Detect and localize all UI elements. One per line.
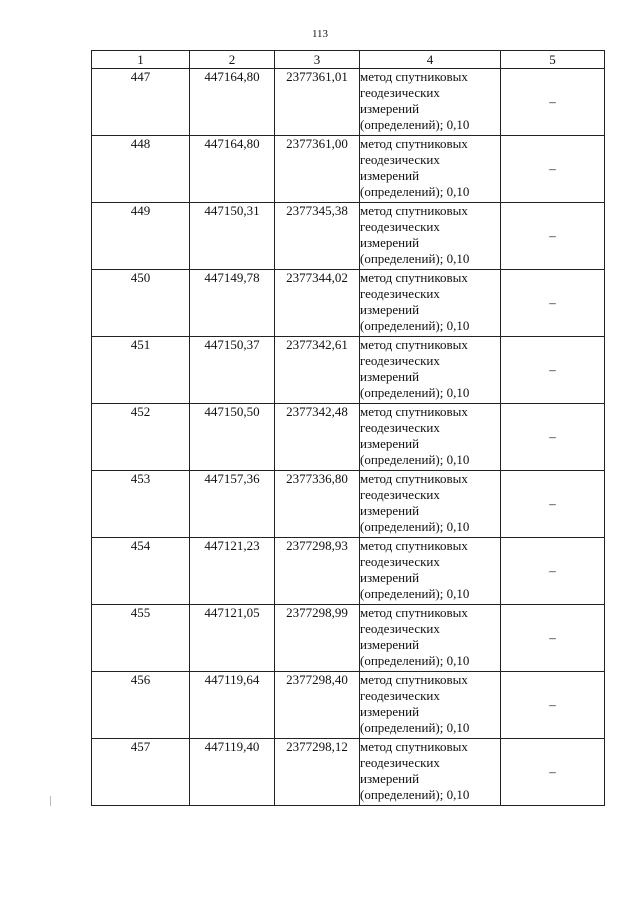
method-line: геодезических [360,487,440,502]
coordinate-y: 2377298,40 [275,672,360,739]
coordinate-x: 447149,78 [190,270,275,337]
method-line: метод спутниковых [360,471,468,486]
coordinate-x: 447150,31 [190,203,275,270]
method-line: (определений); 0,10 [360,251,470,266]
method-line: измерений [360,637,420,652]
method-line: измерений [360,704,420,719]
method-line: (определений); 0,10 [360,787,470,802]
coordinate-x: 447150,37 [190,337,275,404]
point-number: 452 [92,404,190,471]
method-line: геодезических [360,688,440,703]
method-line: измерений [360,771,420,786]
coordinates-table [91,50,605,806]
method-line: измерений [360,101,420,116]
coordinate-x: 447157,36 [190,471,275,538]
method-line: геодезических [360,353,440,368]
point-number: 453 [92,471,190,538]
method-description [360,739,501,806]
point-number: 449 [92,203,190,270]
coordinate-y: 2377298,99 [275,605,360,672]
empty-value-dash: – [501,136,605,203]
method-line: геодезических [360,755,440,770]
method-line: (определений); 0,10 [360,184,470,199]
method-description [360,672,501,739]
method-line: метод спутниковых [360,69,468,84]
empty-value-dash: – [501,672,605,739]
coordinate-y: 2377298,12 [275,739,360,806]
method-description [360,270,501,337]
method-line: геодезических [360,219,440,234]
method-line: (определений); 0,10 [360,586,470,601]
method-line: геодезических [360,621,440,636]
method-description [360,605,501,672]
header-col-4: 4 [360,51,501,69]
method-line: (определений); 0,10 [360,653,470,668]
empty-value-dash: – [501,337,605,404]
point-number: 456 [92,672,190,739]
method-line: метод спутниковых [360,404,468,419]
method-line: (определений); 0,10 [360,519,470,534]
method-line: геодезических [360,85,440,100]
method-line: (определений); 0,10 [360,318,470,333]
table-body [92,69,605,806]
point-number: 455 [92,605,190,672]
header-col-1: 1 [92,51,190,69]
point-number: 448 [92,136,190,203]
table-row [92,270,605,337]
table-row [92,203,605,270]
method-description [360,538,501,605]
method-line: метод спутниковых [360,136,468,151]
table-row [92,605,605,672]
coordinate-x: 447164,80 [190,69,275,136]
table-row [92,471,605,538]
table-row [92,538,605,605]
method-line: измерений [360,436,420,451]
coordinate-x: 447121,23 [190,538,275,605]
empty-value-dash: – [501,69,605,136]
method-line: метод спутниковых [360,605,468,620]
empty-value-dash: – [501,605,605,672]
method-description [360,203,501,270]
coordinate-y: 2377344,02 [275,270,360,337]
empty-value-dash: – [501,538,605,605]
table-header [92,51,605,69]
method-line: геодезических [360,554,440,569]
table-row [92,69,605,136]
header-col-2: 2 [190,51,275,69]
empty-value-dash: – [501,404,605,471]
method-description [360,471,501,538]
method-description [360,69,501,136]
header-row [92,51,605,69]
coordinate-y: 2377298,93 [275,538,360,605]
margin-mark [50,796,51,806]
coordinate-y: 2377361,00 [275,136,360,203]
table-row [92,739,605,806]
coordinate-y: 2377342,61 [275,337,360,404]
method-line: измерений [360,369,420,384]
table-row [92,672,605,739]
point-number: 447 [92,69,190,136]
table-row [92,404,605,471]
method-line: геодезических [360,286,440,301]
table-row [92,136,605,203]
method-line: измерений [360,168,420,183]
method-line: геодезических [360,152,440,167]
method-line: метод спутниковых [360,337,468,352]
method-line: (определений); 0,10 [360,720,470,735]
method-line: (определений); 0,10 [360,452,470,467]
method-line: измерений [360,302,420,317]
point-number: 454 [92,538,190,605]
point-number: 457 [92,739,190,806]
method-line: измерений [360,570,420,585]
coordinate-x: 447119,40 [190,739,275,806]
method-line: измерений [360,503,420,518]
coordinate-y: 2377336,80 [275,471,360,538]
coordinate-y: 2377345,38 [275,203,360,270]
coordinate-y: 2377342,48 [275,404,360,471]
empty-value-dash: – [501,203,605,270]
method-line: (определений); 0,10 [360,385,470,400]
header-col-5: 5 [501,51,605,69]
method-description [360,136,501,203]
method-line: метод спутниковых [360,270,468,285]
method-line: (определений); 0,10 [360,117,470,132]
coordinate-x: 447121,05 [190,605,275,672]
method-description [360,337,501,404]
empty-value-dash: – [501,739,605,806]
coordinate-x: 447119,64 [190,672,275,739]
method-line: метод спутниковых [360,739,468,754]
method-line: геодезических [360,420,440,435]
method-line: метод спутниковых [360,203,468,218]
empty-value-dash: – [501,471,605,538]
method-line: метод спутниковых [360,672,468,687]
coordinate-y: 2377361,01 [275,69,360,136]
empty-value-dash: – [501,270,605,337]
coordinate-x: 447150,50 [190,404,275,471]
method-description [360,404,501,471]
method-line: метод спутниковых [360,538,468,553]
method-line: измерений [360,235,420,250]
header-col-3: 3 [275,51,360,69]
table-row [92,337,605,404]
point-number: 451 [92,337,190,404]
coordinate-x: 447164,80 [190,136,275,203]
page-number: 113 [311,28,329,40]
point-number: 450 [92,270,190,337]
